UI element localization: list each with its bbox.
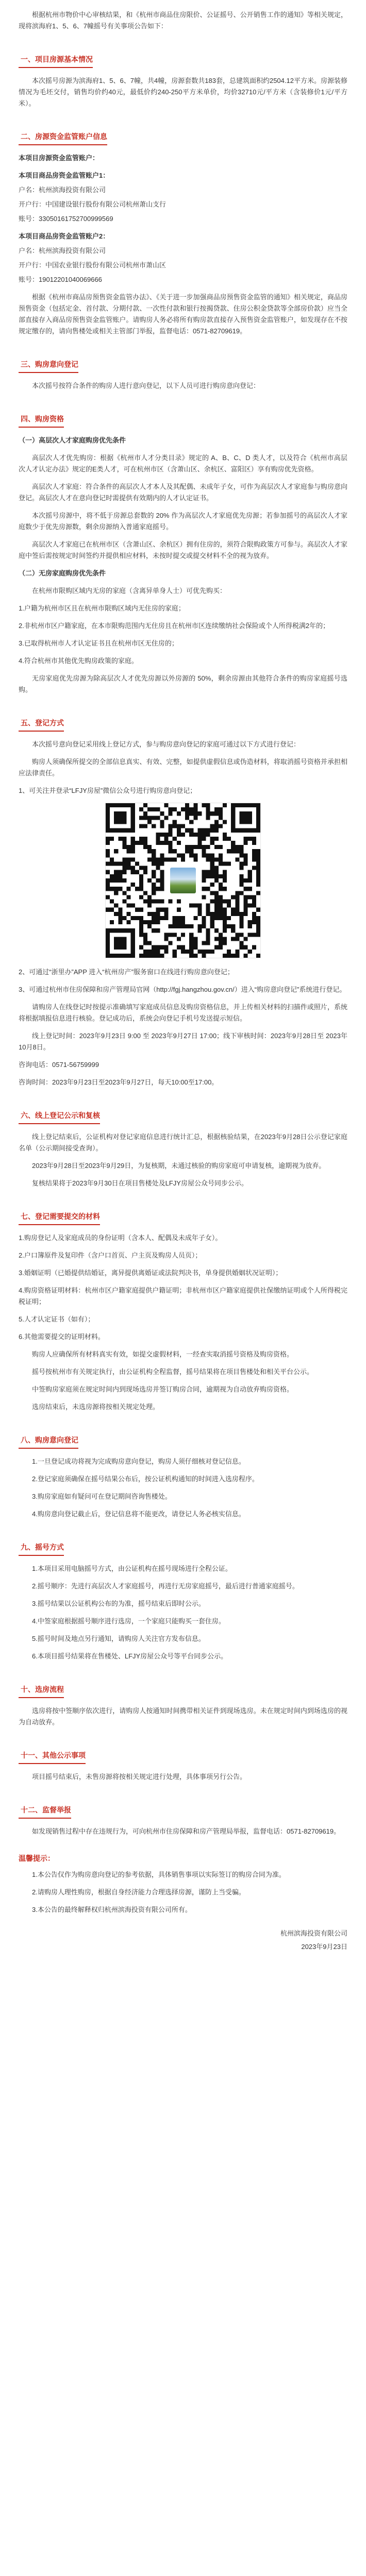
company-name: 杭州滨海投资有限公司: [280, 1929, 347, 1937]
contact-label: 咨询电话：: [19, 1061, 53, 1069]
section-4-p5: 在杭州市限购区域内无房的家庭（含离异单身人士）可优先购买：: [32, 587, 227, 595]
section-8-p4: 4.购房意向登记截止后，登记信息将不能更改，请登记人务必核实信息。: [32, 1510, 245, 1518]
intro-paragraph: 根据杭州市物价中心审核结果，和《杭州市商品住房限价、公证摇号、公开销售工作的通知》等相关规定，现将滨海府1、5、6、7幢摇号有关事项公告如下：: [19, 11, 347, 30]
section-4-p3: 本次摇号房源中，将不低于房源总套数的 20% 作为高层次人才家庭优先房源；若参加摇号的高层次人才家庭数少于优先房源数，剩余房源纳入普通家庭摇号。: [19, 512, 347, 531]
section-5-p2: 购房人须确保所提交的全部信息真实、有效、完整，如提供虚假信息或伪造材料，将取消摇号资格并承担相应法律责任。: [19, 758, 347, 777]
section-2-heading: 本项目房源资金监管账户：: [19, 154, 99, 162]
time-line: [19, 1077, 347, 1088]
list-item: 4.购房资格证明材料：杭州市区户籍家庭提供户籍证明；非杭州市区户籍家庭提供社保缴纳证明或个人所得税完税证明；: [19, 1286, 347, 1306]
bank-account-1: [19, 170, 347, 225]
section-9-p4: 4.中签家庭根据摇号顺序进行选房，一个家庭只能购买一套住房。: [32, 1617, 225, 1625]
list-item: 3.婚姻证明（已婚提供结婚证，离异提供离婚证或法院判决书，单身提供婚姻状况证明）；: [19, 1269, 282, 1277]
section-title-6: 六、线上登记公示和复核: [19, 1109, 100, 1124]
section-5-p1: 本次摇号意向登记采用线上登记方式，参与购房意向登记的家庭可通过以下方式进行登记：: [32, 740, 301, 748]
section-10-p1: 选房将按中签顺序依次进行，请购房人按通知时间携带相关证件到现场选房。未在规定时间内到场选房的视为自动放弃。: [19, 1707, 347, 1726]
section-7-intro: 1.购房登记人及家庭成员的身份证明（含本人、配偶及未成年子女）。: [19, 1234, 222, 1242]
section-5-step1: 1、可关注并登录“LFJY房屋”微信公众号进行购房意向登记；: [19, 787, 197, 794]
notice-p1: 1.本公告仅作为购房意向登记的参考依据，具体销售事项以实际签订的购房合同为准。: [32, 1871, 286, 1878]
section-title-12: 十二、监督举报: [19, 1803, 71, 1819]
section-9-p6: 6.本项目摇号结果将在售楼处、LFJY房屋公众号等平台同步公示。: [32, 1652, 228, 1660]
section-5-step2: 2、可通过“浙里办”APP 进入“杭州房产”服务窗口在线进行购房意向登记；: [19, 968, 234, 976]
section-title-4: 四、购房资格: [19, 412, 64, 428]
list-item: 2.非杭州市区户籍家庭，在本市限购范围内无住房且在杭州市区连续缴纳社会保险或个人所得税满2年的；: [19, 622, 330, 630]
bank-1-heading: 本项目商品房资金监管账户1：: [19, 172, 110, 179]
contact-phone[interactable]: 0571-56759999: [52, 1061, 99, 1069]
list-item: 2.户口簿原件及复印件（含户口首页、户主页及购房人员页）；: [19, 1251, 202, 1259]
bank-2-heading: 本项目商品房资金监管账户2：: [19, 232, 110, 240]
section-6-p1: 线上登记结束后，公证机构对登记家庭信息进行统计汇总，根据核验结果，在2023年9月28日公示登记家庭名单（公示期间接受查询）。: [19, 1133, 347, 1152]
section-4-p2: 高层次人才家庭：符合条件的高层次人才本人及其配偶、未成年子女，可作为高层次人才家庭参与购房意向登记。高层次人才在意向登记时需提供有效期内的人才认定证书。: [19, 483, 347, 502]
section-title-7: 七、登记需要提交的材料: [19, 1210, 100, 1225]
section-4-sub1: （一）高层次人才家庭购房优先条件: [19, 436, 126, 444]
section-9-p1: 1.本项目采用电脑摇号方式，由公证机构在摇号现场进行全程公证。: [32, 1565, 232, 1572]
bank-2-bank: 开户行：中国农业银行股份有限公司杭州市萧山区: [19, 261, 167, 269]
section-title-9: 九、摇号方式: [19, 1540, 64, 1556]
list-item: 6.其他需要提交的证明材料。: [19, 1333, 105, 1341]
notice-title: 温馨提示：: [19, 1854, 55, 1862]
bank-2-name: 户名：杭州滨海投资有限公司: [19, 247, 106, 255]
bank-1-name: 户名：杭州滨海投资有限公司: [19, 186, 106, 194]
sign-date: 2023年9月23日: [301, 1943, 347, 1951]
section-6-p3: 复核结果将于2023年9月30日在项目售楼处及LFJY房屋公众号同步公示。: [32, 1179, 248, 1187]
section-9-p3: 3.摇号结果以公证机构公布的为准，摇号结束后即时公示。: [32, 1600, 205, 1607]
bank-1-bank: 开户行：中国建设银行股份有限公司杭州萧山支行: [19, 200, 167, 208]
section-title-11: 十一、其他公示事项: [19, 1749, 86, 1764]
section-6-p2: 2023年9月28日至2023年9月29日，为复核期，未通过核验的购房家庭可申请复核，逾期视为放弃。: [32, 1162, 326, 1170]
section-8-p1: 1.一旦登记成功将视为完成购房意向登记，购房人须仔细核对登记信息。: [32, 1458, 245, 1465]
section-9-p2: 2.摇号顺序：先进行高层次人才家庭摇号，再进行无房家庭摇号，最后进行普通家庭摇号。: [32, 1582, 299, 1590]
section-title-3: 三、购房意向登记: [19, 358, 78, 373]
time-label: 咨询时间：: [19, 1078, 53, 1086]
section-4-p4: 高层次人才家庭已在杭州市区（含萧山区、余杭区）拥有住房的，须符合限购政策方可参与。高层次人才家庭中签后需按规定时间签约并提供相应材料，未按时提交或提交材料不全的视为放弃。: [19, 540, 347, 560]
contact-line: [19, 1059, 347, 1071]
signature-block: [19, 1928, 347, 1953]
list-item: 3.已取得杭州市人才认定证书且在杭州市区无住房的；: [19, 639, 178, 647]
section-2-text: 根据《杭州市商品房预售资金监管办法》、《关于进一步加强商品房预售资金监管的通知》相关规定，商品房预售资金（包括定金、首付款、分期付款、一次性付款和银行按揭贷款、住房公积金贷款等全部房价款）应当全部直接存入商品房预售资金监管账户。请购房人务必将所有购房款直接存入预售资金监管账户，如发现存在不按规定缴存的，请向售楼处或相关主管部门举报，监督电话：0571-82709619。: [19, 293, 347, 335]
section-5-p4: 线上登记时间：2023年9月23日 9:00 至 2023年9月27日 17:00；线下审核时间：2023年9月28日至 2023年10月8日。: [19, 1032, 347, 1051]
section-1-text: 本次摇号房源为滨海府1、5、6、7幢，共4幢，房源套数共183套，总建筑面积约2504.12平方米。房源装修情况为毛坯交付，销售均价约40元，最低价约240-250平方米单价，均价32710元/平方米（含装修价1元/平方米）。: [19, 77, 347, 107]
bank-1-account: 账号：33050161752700999569: [19, 215, 113, 223]
bank-account-2: [19, 231, 347, 285]
list-item: 4.符合杭州市其他优先购房政策的家庭。: [19, 657, 138, 665]
section-title-1: 一、项目房源基本情况: [19, 53, 93, 68]
list-item: 1.户籍为杭州市区且在杭州市限购区域内无住房的家庭；: [19, 604, 185, 612]
section-8-p3: 3.购房家庭如有疑问可在登记期间咨询售楼处。: [32, 1493, 172, 1500]
section-4-p1: 高层次人才优先购房：根据《杭州市人才分类目录》规定的 A、B、C、D 类人才，以及符合《杭州市高层次人才认定办法》规定的E类人才，可在杭州市区（含萧山区、余杭区、富阳区）享有购房优先资格。: [19, 454, 347, 473]
notice-p2: 2.请购房人理性购房，根据自身经济能力合理选择房源，谨防上当受骗。: [32, 1888, 245, 1896]
section-7-p1: 购房人应确保所有材料真实有效，如提交虚假材料，一经查实取消摇号资格及购房资格。: [32, 1350, 294, 1358]
qr-logo-icon: [169, 866, 197, 895]
section-4-sub2: （二）无房家庭购房优先条件: [19, 569, 106, 577]
list-item: 5.人才认定证书（如有）；: [19, 1315, 95, 1323]
section-7-p3: 中签购房家庭须在规定时间内到现场选房并签订购房合同，逾期视为自动放弃购房资格。: [32, 1385, 294, 1393]
section-7-p2: 摇号按杭州市有关规定执行，由公证机构全程监督，摇号结果将在项目售楼处和相关平台公示。: [32, 1368, 314, 1376]
section-11-p1: 项目摇号结束后，未售房源将按相关规定进行处理，具体事项另行公告。: [32, 1773, 247, 1781]
qr-code-icon[interactable]: [105, 803, 261, 958]
notice-p3: 3.本公告的最终解释权归杭州滨海投资有限公司所有。: [32, 1906, 192, 1913]
bank-2-account: 账号：19012201040069666: [19, 276, 102, 283]
section-title-10: 十、选房流程: [19, 1683, 64, 1698]
time-value: 2023年9月23日至2023年9月27日，每天10:00至17:00。: [52, 1078, 219, 1086]
section-3-text: 本次摇号按符合条件的购房人进行意向登记，以下人员可进行购房意向登记：: [32, 382, 260, 389]
section-9-p5: 5.摇号时间及地点另行通知，请购房人关注官方发布信息。: [32, 1635, 205, 1642]
section-8-p2: 2.登记家庭须确保在摇号结果公布后，按公证机构通知的时间进入选房程序。: [32, 1475, 259, 1483]
qr-code-block: [19, 803, 347, 958]
section-title-5: 五、登记方式: [19, 716, 64, 732]
section-title-2: 二、房源资金监管账户信息: [19, 130, 107, 145]
section-4-p6: 无房家庭优先房源为除高层次人才优先房源以外房源的 50%，剩余房源由其他符合条件的购房家庭摇号选购。: [19, 674, 347, 693]
section-title-8: 八、购房意向登记: [19, 1433, 78, 1449]
section-12-p1: 如发现销售过程中存在违规行为，可向杭州市住房保障和房产管理局举报，监督电话：0571-82709619。: [32, 1827, 341, 1835]
section-5-p3: 请购房人在线登记时按提示准确填写家庭成员信息及购房资格信息，并上传相关材料的扫描件或照片，系统将根据填报信息进行核验。登记成功后，系统会向登记手机号发送提示短信。: [19, 1003, 347, 1022]
section-7-p4: 选房结束后，未选房源将按相关规定处理。: [32, 1403, 160, 1411]
section-5-step3: 3、可通过杭州市住房保障和房产管理局官网（http://fgj.hangzhou.gov.cn/）进入“购房意向登记”系统进行登记。: [19, 986, 346, 993]
